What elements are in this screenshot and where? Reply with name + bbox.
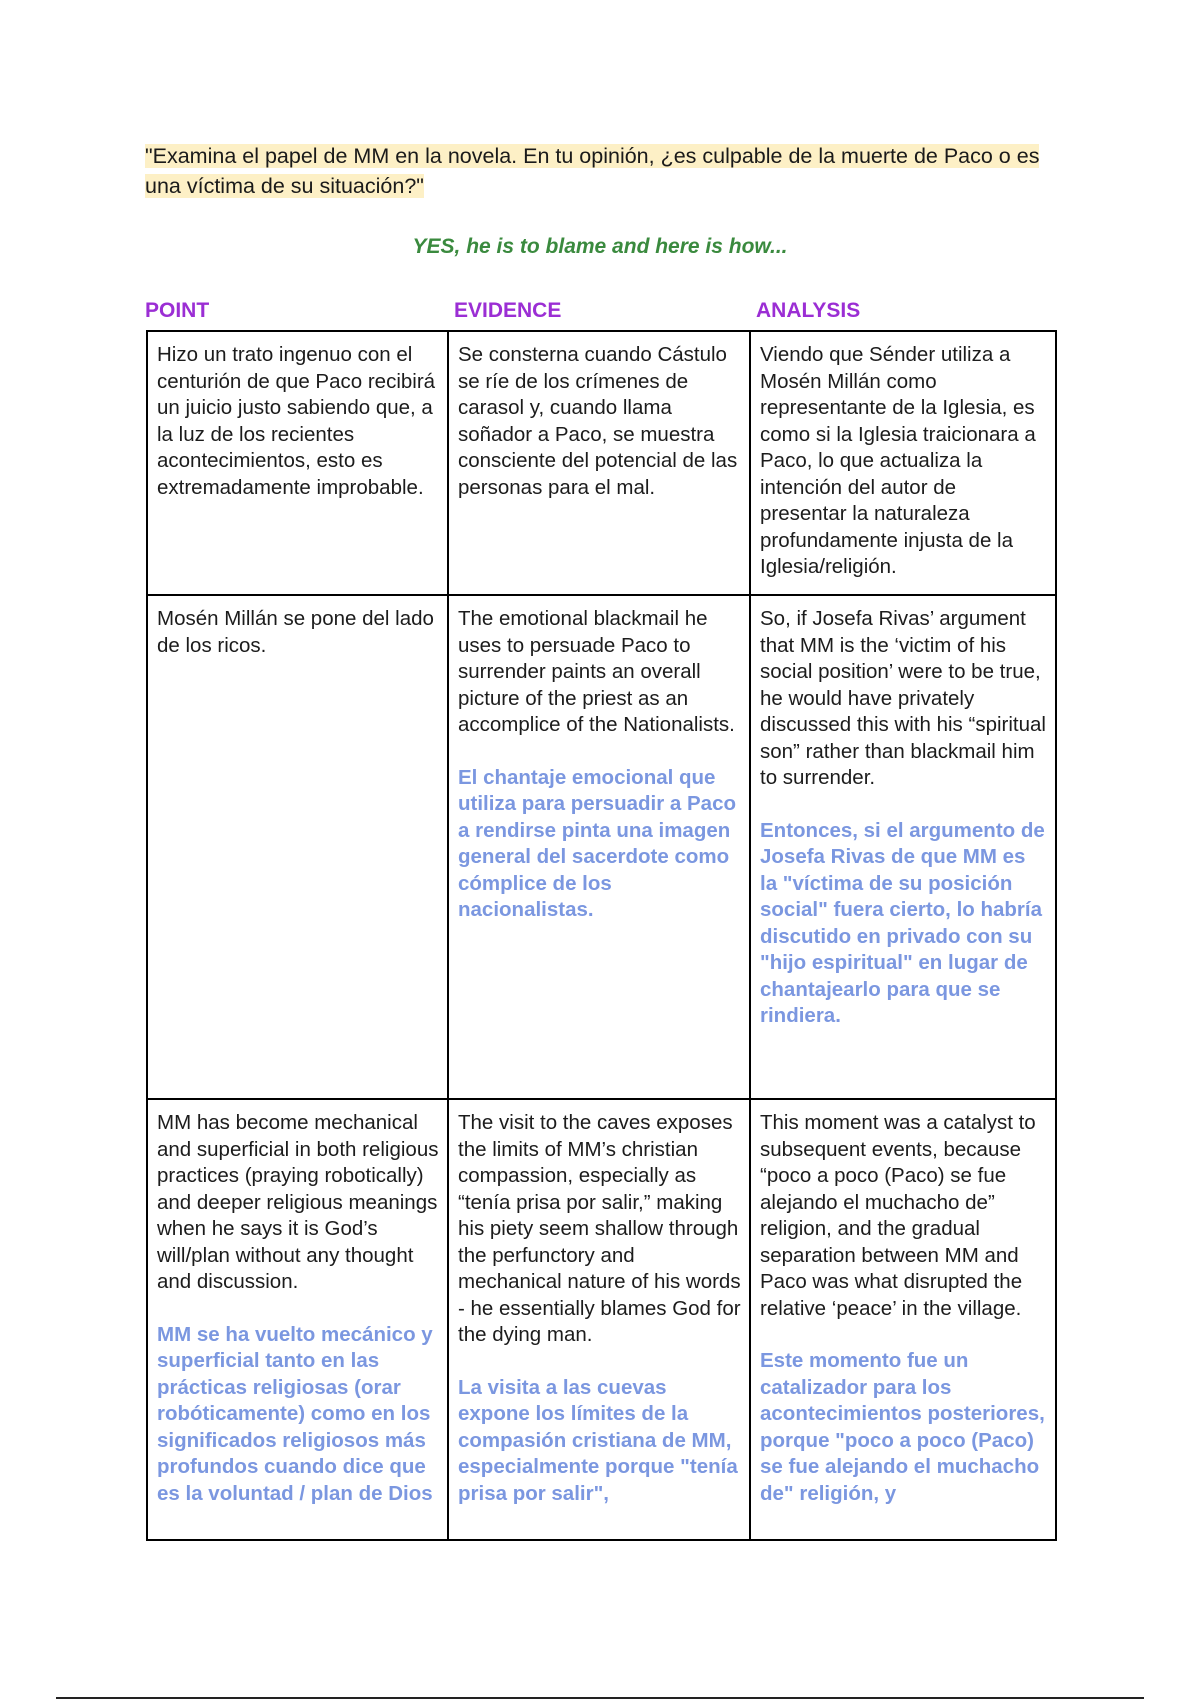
cell-text-es: La visita a las cuevas expone los límites de la compasión cristiana de MM, especialmente porque "tenía prisa por salir", [458,1375,738,1505]
analysis-cell [750,331,1056,595]
cell-text-en: Viendo que Sénder utiliza a Mosén Millán como representante de la Iglesia, es como si la Iglesia traicionara a Paco, lo que actualiza la intención del autor de presentar la naturaleza profundamente injusta de la Iglesia/religión. [760,343,1036,578]
cell-text-en: MM has become mechanical and superficial in both religious practices (praying robotically) and deeper religious meanings when he says it is God’s will/plan without any thought and discussion. [157,1111,439,1293]
cell-text-en: The visit to the caves exposes the limits of MM’s christian compassion, especially as “tenía prisa por salir,” making his piety seem shallow through the perfunctory and mechanical nature of his words - he essentially blames God for the dying man. [458,1111,741,1346]
evidence-cell [448,1099,750,1540]
cell-text-en: So, if Josefa Rivas’ argument that MM is the ‘victim of his social position’ were to be true, he would have privately discussed this with his “spiritual son” rather than blackmail him to surrender. [760,607,1046,789]
cell-text-es: Este momento fue un catalizador para los acontecimientos posteriores, porque "poco a poco (Paco) se fue alejando el muchacho de" religión, y [760,1349,1045,1505]
column-header-evidence: EVIDENCE [454,299,562,322]
page-bottom-divider [56,1697,1144,1699]
pea-table [146,330,1057,1541]
cell-text-es: El chantaje emocional que utiliza para persuadir a Paco a rendirse pinta una imagen general del sacerdote como cómplice de los nacionalistas. [458,765,736,921]
cell-text-es: Entonces, si el argumento de Josefa Rivas de que MM es la "víctima de su posición social" fuera cierto, lo habría discutido en privado con su "hijo espiritual" en lugar de chantajearlo para que se rindiera. [760,818,1045,1027]
column-header-analysis: ANALYSIS [756,299,861,322]
answer-subtitle: YES, he is to blame and here is how... [412,235,788,258]
cell-text-en: Hizo un trato ingenuo con el centurión de que Paco recibirá un juicio justo sabiendo que, a la luz de los recientes acontecimientos, esto es extremadamente improbable. [157,343,436,499]
cell-text-es: MM se ha vuelto mecánico y superficial tanto en las prácticas religiosas (orar robóticamente) como en los significados religiosos más profundos cuando dice que es la voluntad / plan de Dios [157,1322,433,1505]
point-cell [147,331,448,595]
cell-text-en: The emotional blackmail he uses to persuade Paco to surrender paints an overall picture of the priest as an accomplice of the Nationalists. [458,607,735,736]
cell-text-en: This moment was a catalyst to subsequent events, because “poco a poco (Paco) se fue alejando el muchacho de” religion, and the gradual separation between MM and Paco was what disrupted the relative ‘peace’ in the village. [760,1111,1036,1320]
essay-question: "Examina el papel de MM en la novela. En tu opinión, ¿es culpable de la muerte de Paco o es una víctima de su situación?" [145,144,1040,198]
cell-text-en: Mosén Millán se pone del lado de los ricos. [157,607,434,657]
table-row [147,1099,1056,1540]
point-cell [147,1099,448,1540]
point-cell [147,595,448,1099]
evidence-cell [448,595,750,1099]
analysis-cell [750,595,1056,1099]
table-row [147,331,1056,595]
evidence-cell [448,331,750,595]
column-header-point: POINT [145,299,210,322]
analysis-cell [750,1099,1056,1540]
cell-text-en: Se consterna cuando Cástulo se ríe de los crímenes de carasol y, cuando llama soñador a Paco, se muestra consciente del potencial de las personas para el mal. [458,343,738,499]
table-row [147,595,1056,1099]
column-headers [145,299,1055,325]
